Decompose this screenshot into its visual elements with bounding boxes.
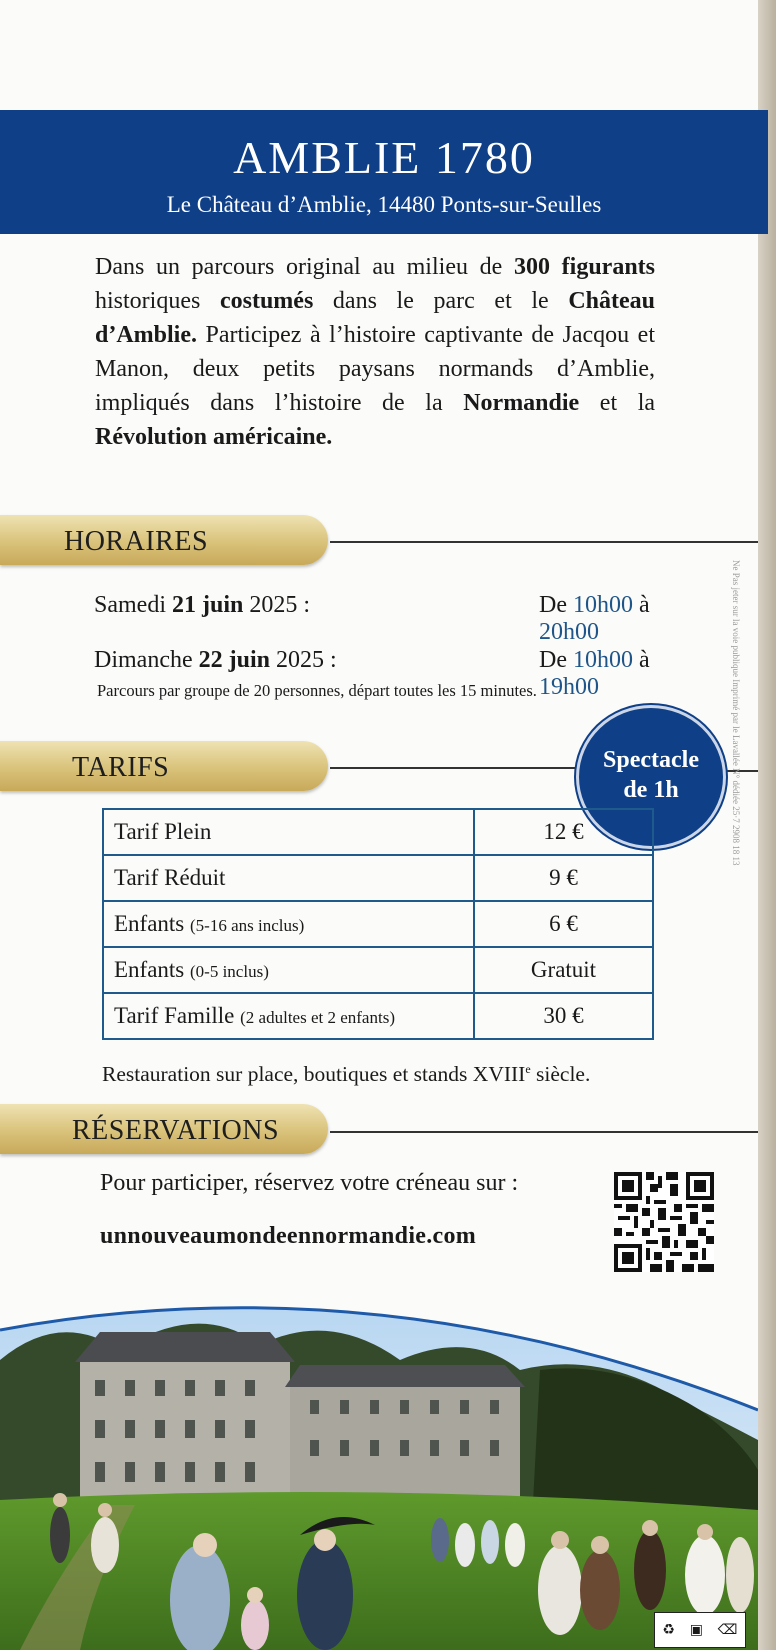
- divider-line: [330, 1131, 758, 1133]
- tarif-price: 9 €: [474, 855, 653, 901]
- table-row: [103, 993, 653, 1039]
- day-name: Dimanche: [94, 647, 199, 673]
- tarifs-table: [102, 808, 654, 1040]
- legal-side-text: Ne Pas jeter sur la voie publique Imprimé par le Lavallée N° dédiée 25·7 2908 18 13: [731, 560, 741, 866]
- reservation-instruction: Pour participer, réservez votre créneau sur :: [100, 1170, 519, 1196]
- info-icon: ▣: [689, 1622, 703, 1638]
- schedule-saturday: [94, 592, 654, 645]
- end-time: 19h00: [539, 674, 599, 700]
- reservation-url[interactable]: unnouveaumondeennormandie.com: [100, 1223, 477, 1249]
- day-date: 21 juin: [172, 592, 244, 618]
- divider-line: [330, 767, 580, 769]
- tarif-label-cell: [103, 855, 474, 901]
- intro-bold: Normandie: [463, 390, 580, 416]
- end-time: 20h00: [539, 619, 599, 645]
- recycle-icon: ♻: [662, 1622, 675, 1638]
- chateau-photo: [0, 1290, 758, 1650]
- divider-line: [330, 541, 758, 543]
- event-address: Le Château d’Amblie, 14480 Ponts-sur-Seulles: [166, 192, 602, 218]
- event-title: AMBLIE 1780: [233, 132, 535, 183]
- group-note: Parcours par groupe de 20 personnes, départ toutes les 15 minutes.: [97, 681, 537, 700]
- tarif-detail: (0-5 inclus): [190, 962, 269, 981]
- intro-text: Participez à l’histoire captivante de Jacqou et Manon, deux petits paysans normands d’Amblie, impliqués dans l’histoire de la: [95, 322, 655, 416]
- table-row: [103, 855, 653, 901]
- tarif-price: Gratuit: [474, 947, 653, 993]
- time-range: [539, 647, 654, 701]
- tarif-label: Tarif Plein: [114, 819, 212, 844]
- tarifs-heading-tab: [0, 741, 328, 791]
- badge-line1: Spectacle: [603, 747, 699, 773]
- intro-text: et la: [579, 390, 656, 416]
- reservations-heading: RÉSERVATIONS: [72, 1115, 280, 1146]
- intro-text: dans le parc et le: [313, 288, 569, 314]
- tarif-label: Enfants: [114, 957, 185, 982]
- tarif-price: 6 €: [474, 901, 653, 947]
- intro-paragraph: [95, 250, 655, 454]
- recycling-logos: [654, 1612, 746, 1648]
- horaires-heading: HORAIRES: [64, 526, 209, 557]
- time-prefix: De: [539, 592, 573, 618]
- resto-sup: e: [525, 1062, 531, 1076]
- table-row: [103, 901, 653, 947]
- tarif-label-cell: [103, 947, 474, 993]
- tarif-label-cell: [103, 993, 474, 1039]
- tarif-label-cell: [103, 809, 474, 855]
- intro-bold: Château d’Amblie.: [95, 288, 656, 348]
- paper-edge: [758, 0, 776, 1650]
- table-row: [103, 809, 653, 855]
- start-time: 10h00: [572, 592, 633, 618]
- tarif-label: Tarif Famille: [114, 1003, 235, 1028]
- reservations-heading-tab: [0, 1104, 328, 1154]
- qr-code-icon[interactable]: [614, 1172, 714, 1272]
- day-date: 22 juin: [198, 647, 270, 673]
- time-range: [539, 592, 654, 646]
- restauration-note: [102, 1062, 590, 1087]
- tarif-label-cell: [103, 901, 474, 947]
- intro-text: historiques: [95, 288, 220, 314]
- intro-bold: Révolution américaine.: [95, 424, 333, 450]
- badge-line2: de 1h: [623, 777, 679, 803]
- title-banner: [0, 110, 768, 234]
- horaires-heading-tab: [0, 515, 328, 565]
- resto-text: Restauration sur place, boutiques et stands XVIII: [102, 1062, 526, 1087]
- time-sep: à: [632, 647, 650, 673]
- intro-bold: 300 figurants: [513, 254, 656, 280]
- tarifs-heading: TARIFS: [72, 752, 170, 783]
- table-row: [103, 947, 653, 993]
- time-prefix: De: [539, 647, 573, 673]
- tarif-detail: (5-16 ans inclus): [190, 916, 305, 935]
- start-time: 10h00: [572, 647, 633, 673]
- intro-bold: costumés: [219, 288, 314, 314]
- day-year: 2025 :: [243, 592, 311, 618]
- tarif-price: 30 €: [474, 993, 653, 1039]
- day-name: Samedi: [94, 592, 172, 618]
- tarif-label: Enfants: [114, 911, 185, 936]
- time-sep: à: [632, 592, 650, 618]
- tarif-label: Tarif Réduit: [114, 865, 226, 890]
- day-year: 2025 :: [269, 647, 337, 673]
- tarif-detail: (2 adultes et 2 enfants): [240, 1008, 395, 1027]
- trash-icon: ⌫: [717, 1622, 738, 1638]
- intro-text: Dans un parcours original au milieu de: [95, 254, 514, 280]
- tarif-price: 12 €: [474, 809, 653, 855]
- resto-end: siècle.: [530, 1062, 591, 1087]
